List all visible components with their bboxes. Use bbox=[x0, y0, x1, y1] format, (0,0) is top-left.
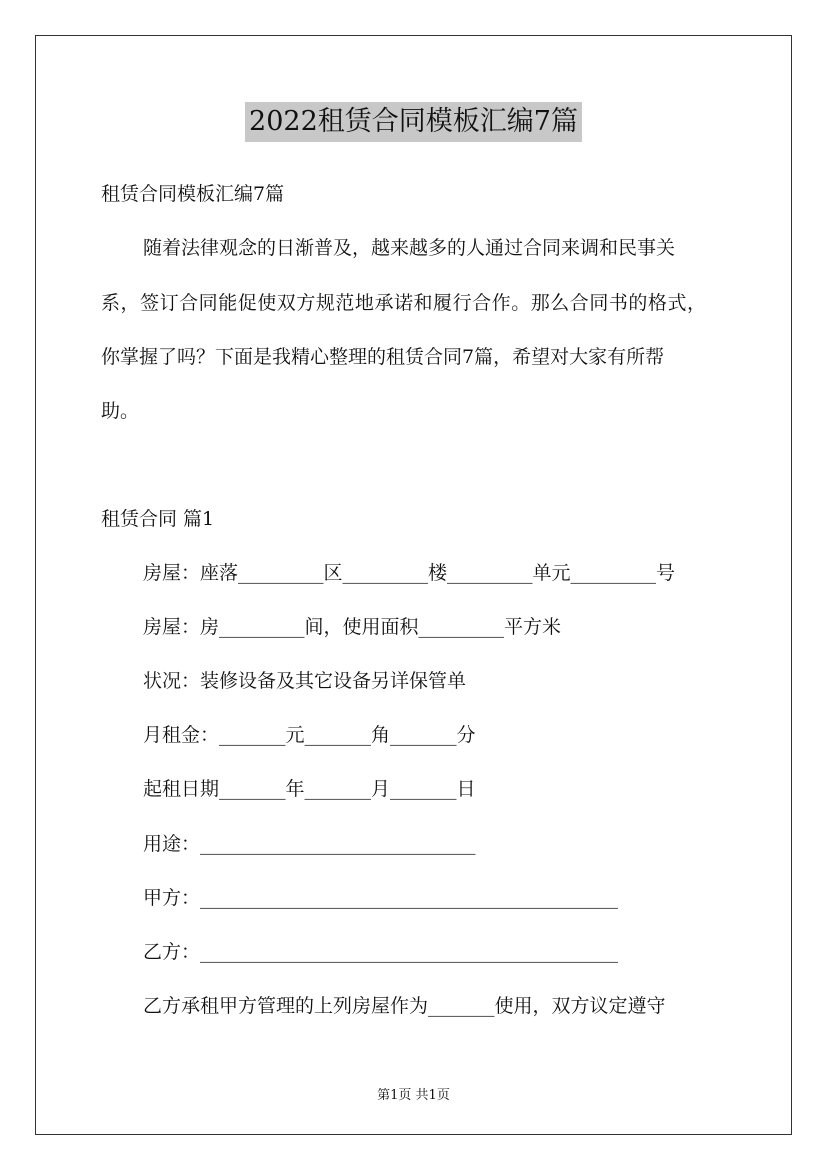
intro-line-2: 系，签订合同能促使双方规范地承诺和履行合作。那么合同书的格式， bbox=[101, 292, 706, 314]
field-party-b: 乙方：____________________________________________ bbox=[143, 941, 619, 963]
section-heading: 租赁合同 篇1 bbox=[101, 508, 215, 530]
field-party-a: 甲方：____________________________________________ bbox=[143, 887, 619, 909]
page-footer: 第1页 共1页 bbox=[377, 1088, 450, 1103]
field-room-area: 房屋：房_________间，使用面积_________平方米 bbox=[143, 616, 562, 638]
agreement-line: 乙方承租甲方管理的上列房屋作为_______使用，双方议定遵守 bbox=[143, 995, 666, 1017]
intro-line-3: 你掌握了吗？下面是我精心整理的租赁合同7篇，希望对大家有所帮 bbox=[101, 346, 665, 368]
field-monthly-rent: 月租金：_______元_______角_______分 bbox=[143, 724, 476, 746]
field-condition: 状况：装修设备及其它设备另详保管单 bbox=[143, 670, 467, 692]
document-title: 2022租赁合同模板汇编7篇 bbox=[245, 102, 582, 142]
field-address: 房屋：座落_________区_________楼_________单元_________号 bbox=[143, 562, 676, 584]
field-usage: 用途：_____________________________ bbox=[143, 833, 476, 855]
title-container bbox=[0, 102, 827, 142]
intro-line-1: 随着法律观念的日渐普及，越来越多的人通过合同来调和民事关 bbox=[143, 237, 676, 259]
intro-line-4: 助。 bbox=[101, 400, 140, 422]
field-start-date: 起租日期_______年_______月_______日 bbox=[143, 778, 476, 800]
document-subtitle: 租赁合同模板汇编7篇 bbox=[101, 183, 285, 205]
